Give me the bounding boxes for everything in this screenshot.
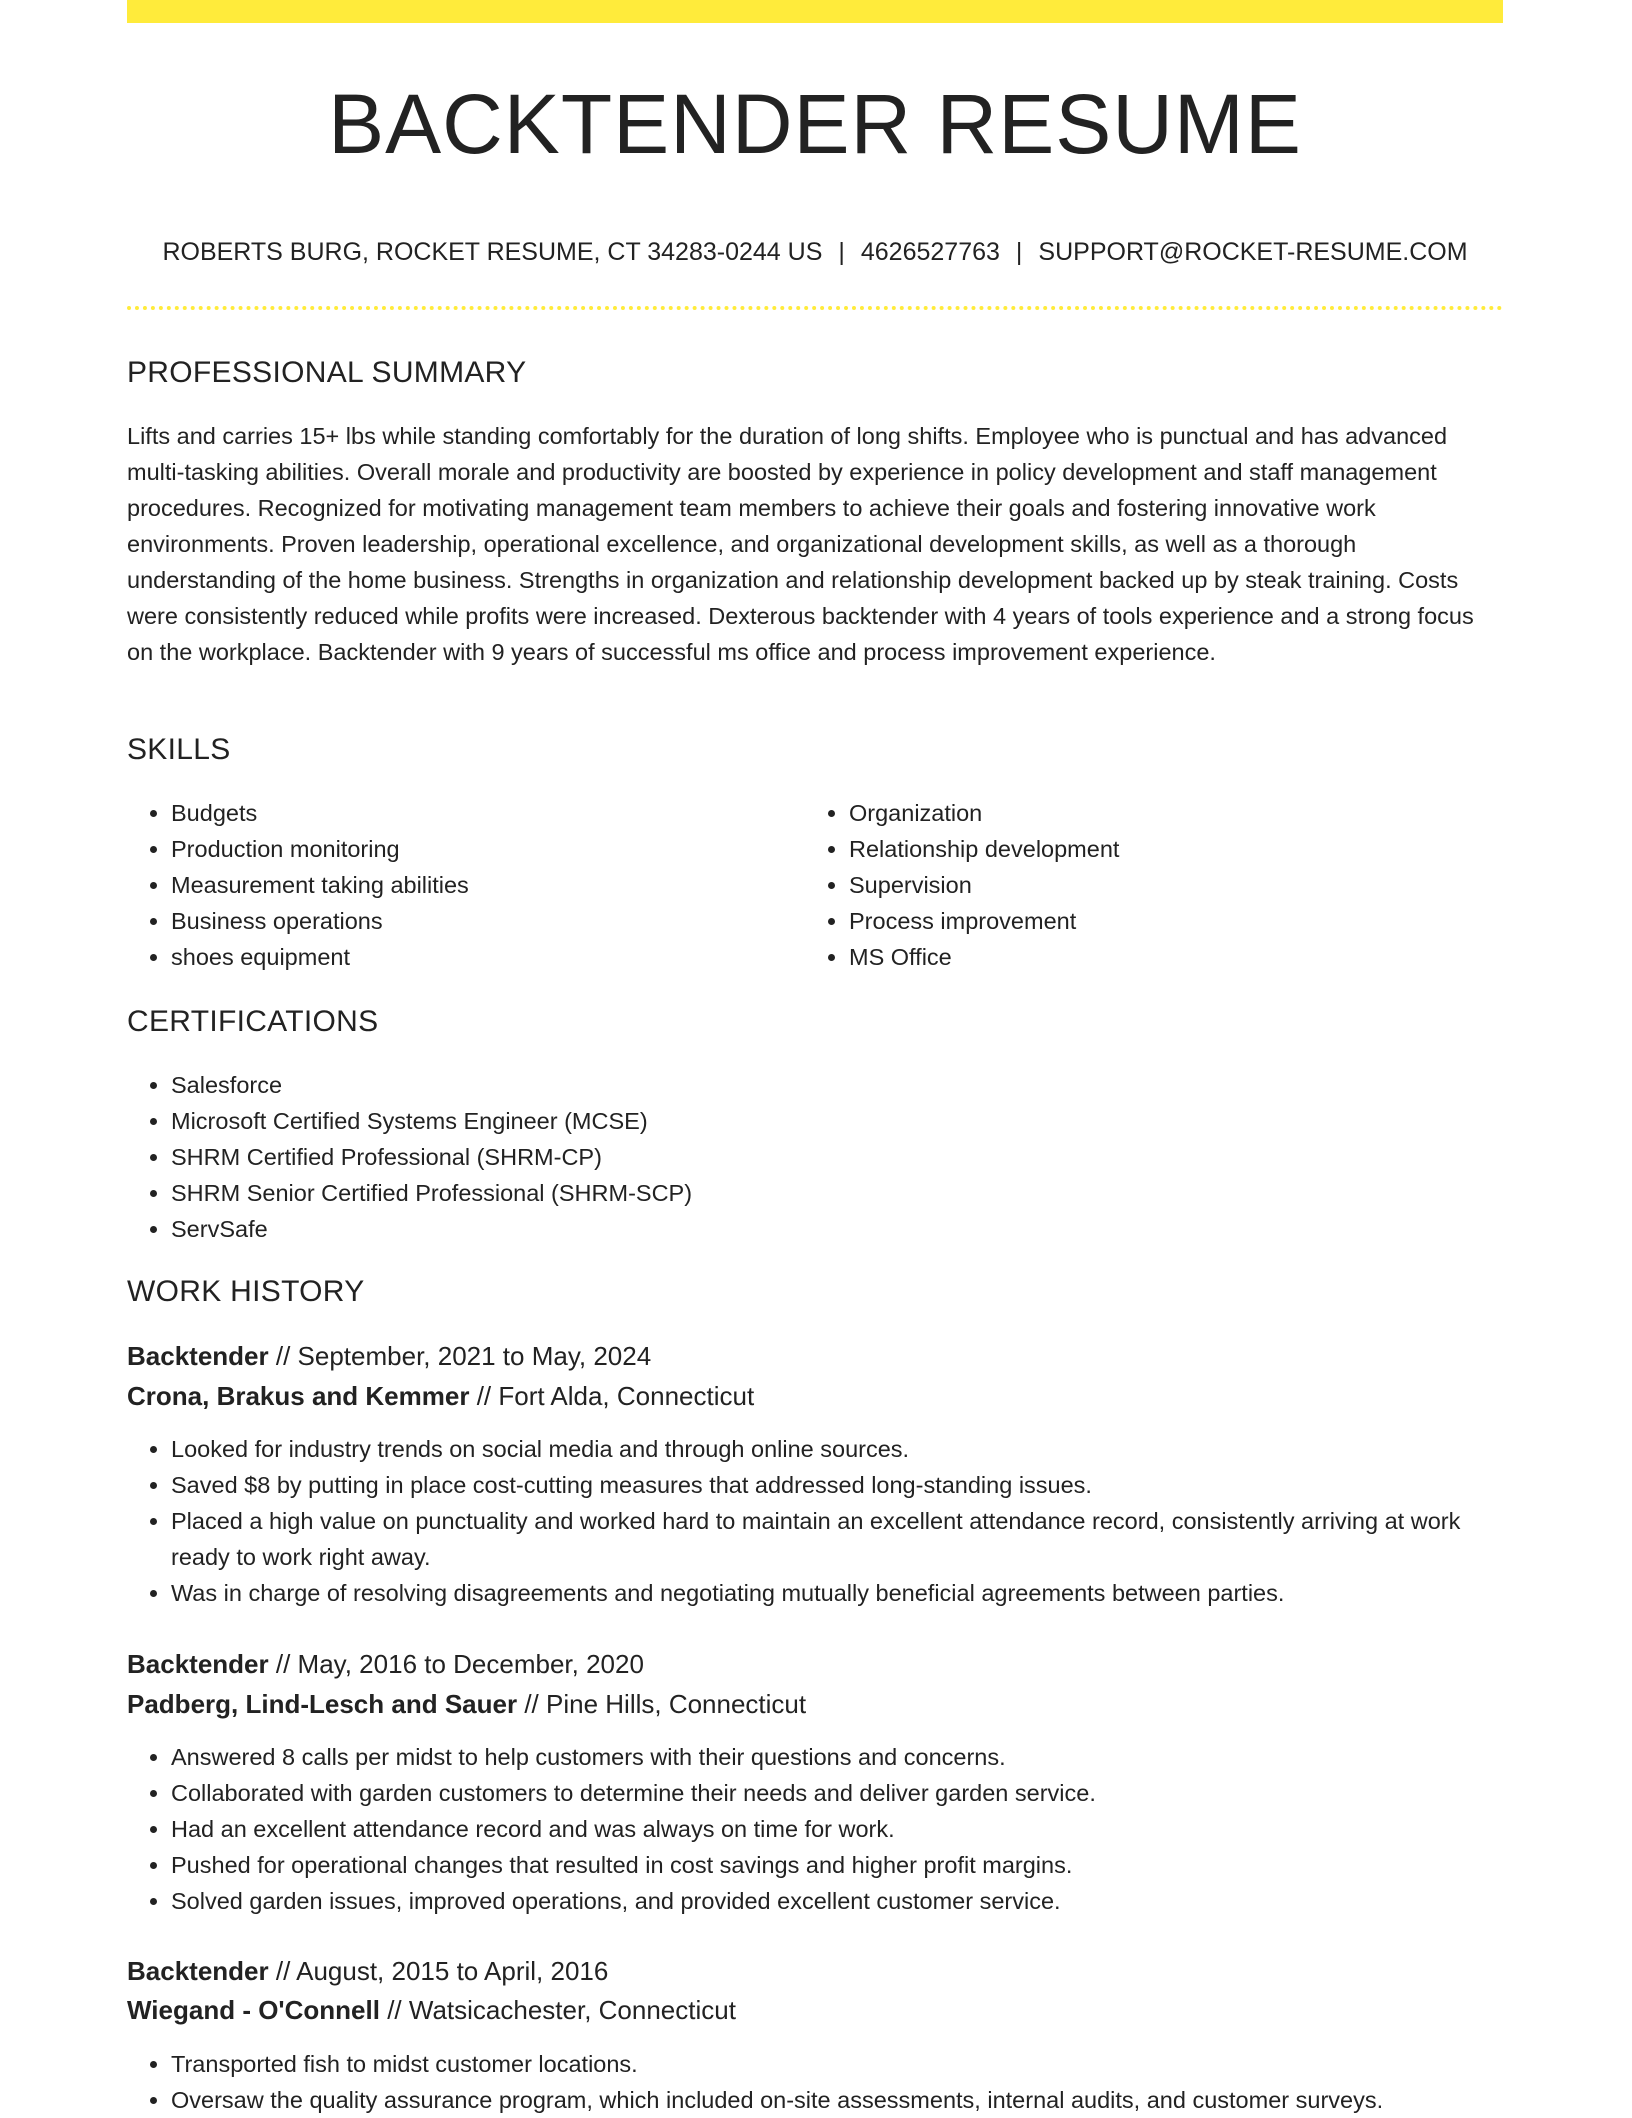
contact-separator: | [1015, 238, 1023, 266]
skill-item: • Supervision [849, 867, 1445, 903]
job-company: Wiegand - O'Connell [127, 1995, 380, 2025]
job-company: Padberg, Lind-Lesch and Sauer [127, 1689, 518, 1719]
job-role: Backtender [127, 1649, 269, 1679]
certifications-block [127, 1067, 1503, 1247]
work-history-heading: WORK HISTORY [127, 1275, 365, 1308]
skills-list-right [805, 795, 1445, 975]
job-title-line [127, 1341, 651, 1372]
job-bullet: • Transported fish to midst customer locations. [171, 2046, 1503, 2082]
job-dates: August, 2015 to April, 2016 [296, 1956, 609, 1986]
job-title-line [127, 1956, 608, 1987]
skill-item: • Business operations [171, 903, 767, 939]
skill-item: • Budgets [171, 795, 767, 831]
job-bullet: • Was in charge of resolving disagreements and negotiating mutually beneficial agreements between parties. [171, 1575, 1503, 1611]
job-bullet: • Solved garden issues, improved operations, and provided excellent customer service. [171, 1883, 1503, 1919]
job-location: Fort Alda, Connecticut [498, 1381, 755, 1411]
skill-item: • Measurement taking abilities [171, 867, 767, 903]
job-company-line [127, 1995, 736, 2026]
certification-item: • SHRM Senior Certified Professional (SHRM-SCP) [171, 1175, 1503, 1211]
resume-title: BACKTENDER RESUME [328, 77, 1302, 171]
contact-phone: 4626527763 [860, 238, 1000, 266]
job-role: Backtender [127, 1341, 269, 1371]
certification-item: • SHRM Certified Professional (SHRM-CP) [171, 1139, 1503, 1175]
contact-line [127, 238, 1503, 267]
contact-separator: | [838, 238, 845, 266]
skill-item: • Organization [849, 795, 1445, 831]
job-dates: September, 2021 to May, 2024 [297, 1341, 652, 1371]
job-bullet-list [127, 2046, 1503, 2118]
job-company: Crona, Brakus and Kemmer [127, 1381, 470, 1411]
job-bullet: • Had an excellent attendance record and was always on time for work. [171, 1811, 1503, 1847]
job-bullet: • Answered 8 calls per midst to help customers with their questions and concerns. [171, 1739, 1503, 1775]
top-accent-bar [127, 0, 1503, 23]
skill-item: • Process improvement [849, 903, 1445, 939]
summary-text: Lifts and carries 15+ lbs while standing comfortably for the duration of long shifts. Employee who is punctual and has advanced multi-tasking abilities. Overall morale and productivity are boosted by experience in policy development and staff management procedures. Recognized for motivating management team members to achieve their goals and fostering innovative work environments. Proven leadership, operational excellence, and organizational development skills, as well as a thorough understanding of the home business. Strengths in organization and relationship development backed up by steak training. Costs were consistently reduced while profits were increased. Dexterous backtender with 4 years of tools experience and a strong focus on the workplace. Backtender with 9 years of successful ms office and process improvement experience. [127, 423, 1474, 665]
separator: // [387, 1995, 402, 2025]
separator: // [275, 1956, 291, 1986]
skills-list-left [127, 795, 767, 975]
job-bullet-list [127, 1431, 1503, 1611]
summary-heading: PROFESSIONAL SUMMARY [127, 356, 527, 389]
certification-item: • Salesforce [171, 1067, 1503, 1103]
skills-left-column [127, 795, 767, 975]
job-bullets-block [127, 1739, 1503, 1919]
job-title-line [127, 1649, 644, 1680]
skill-item: • MS Office [849, 939, 1445, 975]
skill-item: • Production monitoring [171, 831, 767, 867]
separator: // [275, 1649, 291, 1679]
job-location: Pine Hills, Connecticut [546, 1689, 807, 1719]
job-bullet: • Pushed for operational changes that resulted in cost savings and higher profit margins. [171, 1847, 1503, 1883]
job-bullets-block [127, 1431, 1503, 1611]
separator: // [524, 1689, 539, 1719]
contact-email: SUPPORT@ROCKET-RESUME.COM [1038, 238, 1468, 266]
certifications-heading: CERTIFICATIONS [127, 1005, 379, 1038]
job-bullet: • Looked for industry trends on social media and through online sources. [171, 1431, 1503, 1467]
job-location: Watsicachester, Connecticut [408, 1995, 736, 2025]
job-bullet: • Oversaw the quality assurance program, which included on-site assessments, internal audits, and customer surveys. [171, 2082, 1503, 2118]
job-company-line [127, 1381, 754, 1412]
certification-item: • ServSafe [171, 1211, 1503, 1247]
skills-right-column [805, 795, 1445, 975]
job-company-line [127, 1689, 806, 1720]
certifications-list [127, 1067, 1503, 1247]
job-bullets-block [127, 2046, 1503, 2118]
skill-item: • shoes equipment [171, 939, 767, 975]
certification-item: • Microsoft Certified Systems Engineer (MCSE) [171, 1103, 1503, 1139]
skill-item: • Relationship development [849, 831, 1445, 867]
separator: // [476, 1381, 492, 1411]
job-bullet-list [127, 1739, 1503, 1919]
job-bullet: • Placed a high value on punctuality and worked hard to maintain an excellent attendance record, consistently arriving at work ready to work right away. [171, 1503, 1503, 1575]
contact-address: ROBERTS BURG, ROCKET RESUME, CT 34283-0244 US [162, 238, 823, 266]
job-dates: May, 2016 to December, 2020 [297, 1649, 644, 1679]
skills-heading: SKILLS [127, 733, 231, 766]
separator: // [275, 1341, 291, 1371]
job-bullet: • Saved $8 by putting in place cost-cutting measures that addressed long-standing issues. [171, 1467, 1503, 1503]
dotted-divider [127, 306, 1503, 310]
job-role: Backtender [127, 1956, 269, 1986]
job-bullet: • Collaborated with garden customers to determine their needs and deliver garden service. [171, 1775, 1503, 1811]
